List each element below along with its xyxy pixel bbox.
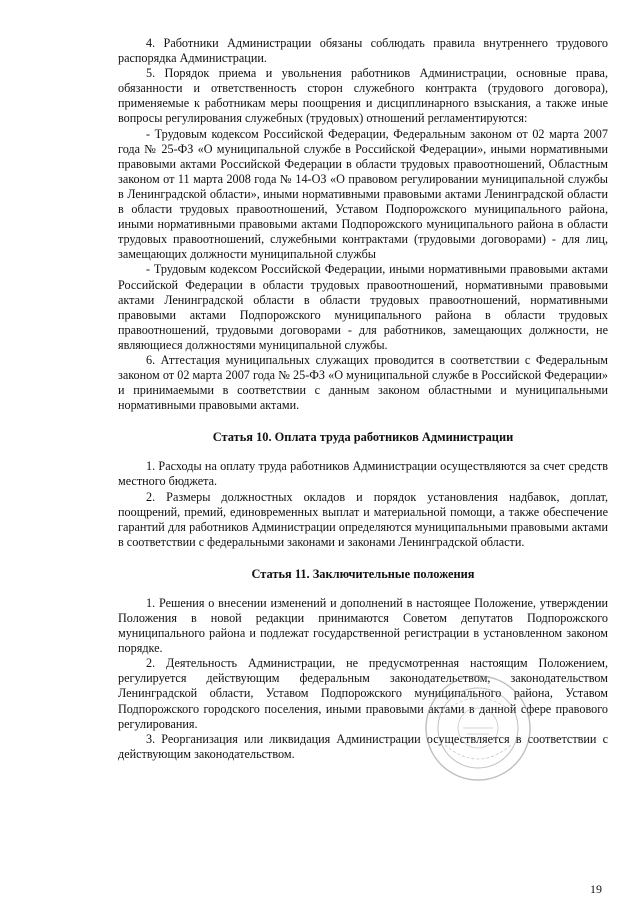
article-11-heading: Статья 11. Заключительные положения <box>251 566 475 581</box>
paragraph-6-attestation: 6. Аттестация муниципальных служащих проводится в соответствии с Федеральным законом от 02 марта 2007 года № 25-ФЗ «О муниципальной службе в Российской Федерации» и принимаемыми в соответствии с данным законом областными и муниципальными нормативными правовыми актами. <box>118 352 608 413</box>
article-10-paragraph-2: 2. Размеры должностных окладов и порядок установления надбавок, доплат, поощрений, премий, единовременных выплат и материальной помощи, а также обеспечение гарантий для работников Администрации определяются муниципальными правовыми актами в соответствии с федеральными законами и законами Ленинградской области. <box>118 489 608 549</box>
article-11-paragraph-3: 3. Реорганизация или ликвидация Администрации осуществляется в соответствии с действующим законодательством. <box>118 731 608 761</box>
page-number: 19 <box>590 882 602 896</box>
document-page <box>118 36 608 762</box>
paragraph-5-list-municipal-service: - Трудовым кодексом Российской Федерации, Федеральным законом от 02 марта 2007 года № 25-ФЗ «О муниципальной службе в Российской Федерации», иными нормативными правовыми актами Российской Федерации в области трудовых правоотношений, Областным законом от 11 марта 2008 года № 14-ОЗ «О правовом регулировании муниципальной службы в Ленинградской области», иными нормативными правовыми актами Ленинградской области в области трудовых правоотношений, Уставом Подпорожского муниципального района, иными нормативными правовыми актами Подпорожского муниципального района в области трудовых правоотношений, служебными контрактами (трудовыми договорами) - для лиц, замещающих должности муниципальной службы <box>118 126 608 262</box>
paragraph-5-list-non-municipal: - Трудовым кодексом Российской Федерации, иными нормативными правовыми актами Российской Федерации в области трудовых правоотношений, нормативными правовыми актами Ленинградской области в области трудовых правоотношений, нормативными правовыми актами Подпорожского муниципального района в области трудовых правоотношений, трудовыми договорами - для работников, замещающих должности, не являющиеся должностями муниципальной службы. <box>118 262 608 352</box>
article-10-heading: Статья 10. Оплата труда работников Администрации <box>212 430 514 445</box>
article-11-paragraph-2: 2. Деятельность Администрации, не предусмотренная настоящим Положением, регулируется действующим федеральным законодательством, законодательством Ленинградской области, Уставом Подпорожского муниципального района, Уставом Подпорожского городского поселения, иными правовыми актами в данной сфере правового регулирования. <box>118 656 608 731</box>
article-11-paragraph-1: 1. Решения о внесении изменений и дополнений в настоящее Положение, утверждении Положения в новой редакции принимаются Советом депутатов Подпорожского муниципального района и подлежат государственной регистрации в установленном законом порядке. <box>118 595 608 656</box>
article-10-paragraph-1: 1. Расходы на оплату труда работников Администрации осуществляются за счет средств местного бюджета. <box>118 459 608 489</box>
paragraph-5-hiring-procedure: 5. Порядок приема и увольнения работников Администрации, основные права, обязанности и ответственность сторон служебного контракта (трудового договора), применяемые к работникам меры поощрения и дисциплинарного взыскания, а также иные вопросы регулирования служебных (трудовых) отношений регламентируются: <box>118 66 608 126</box>
paragraph-4-internal-rules: 4. Работники Администрации обязаны соблюдать правила внутреннего трудового распорядка Администрации. <box>118 36 608 66</box>
